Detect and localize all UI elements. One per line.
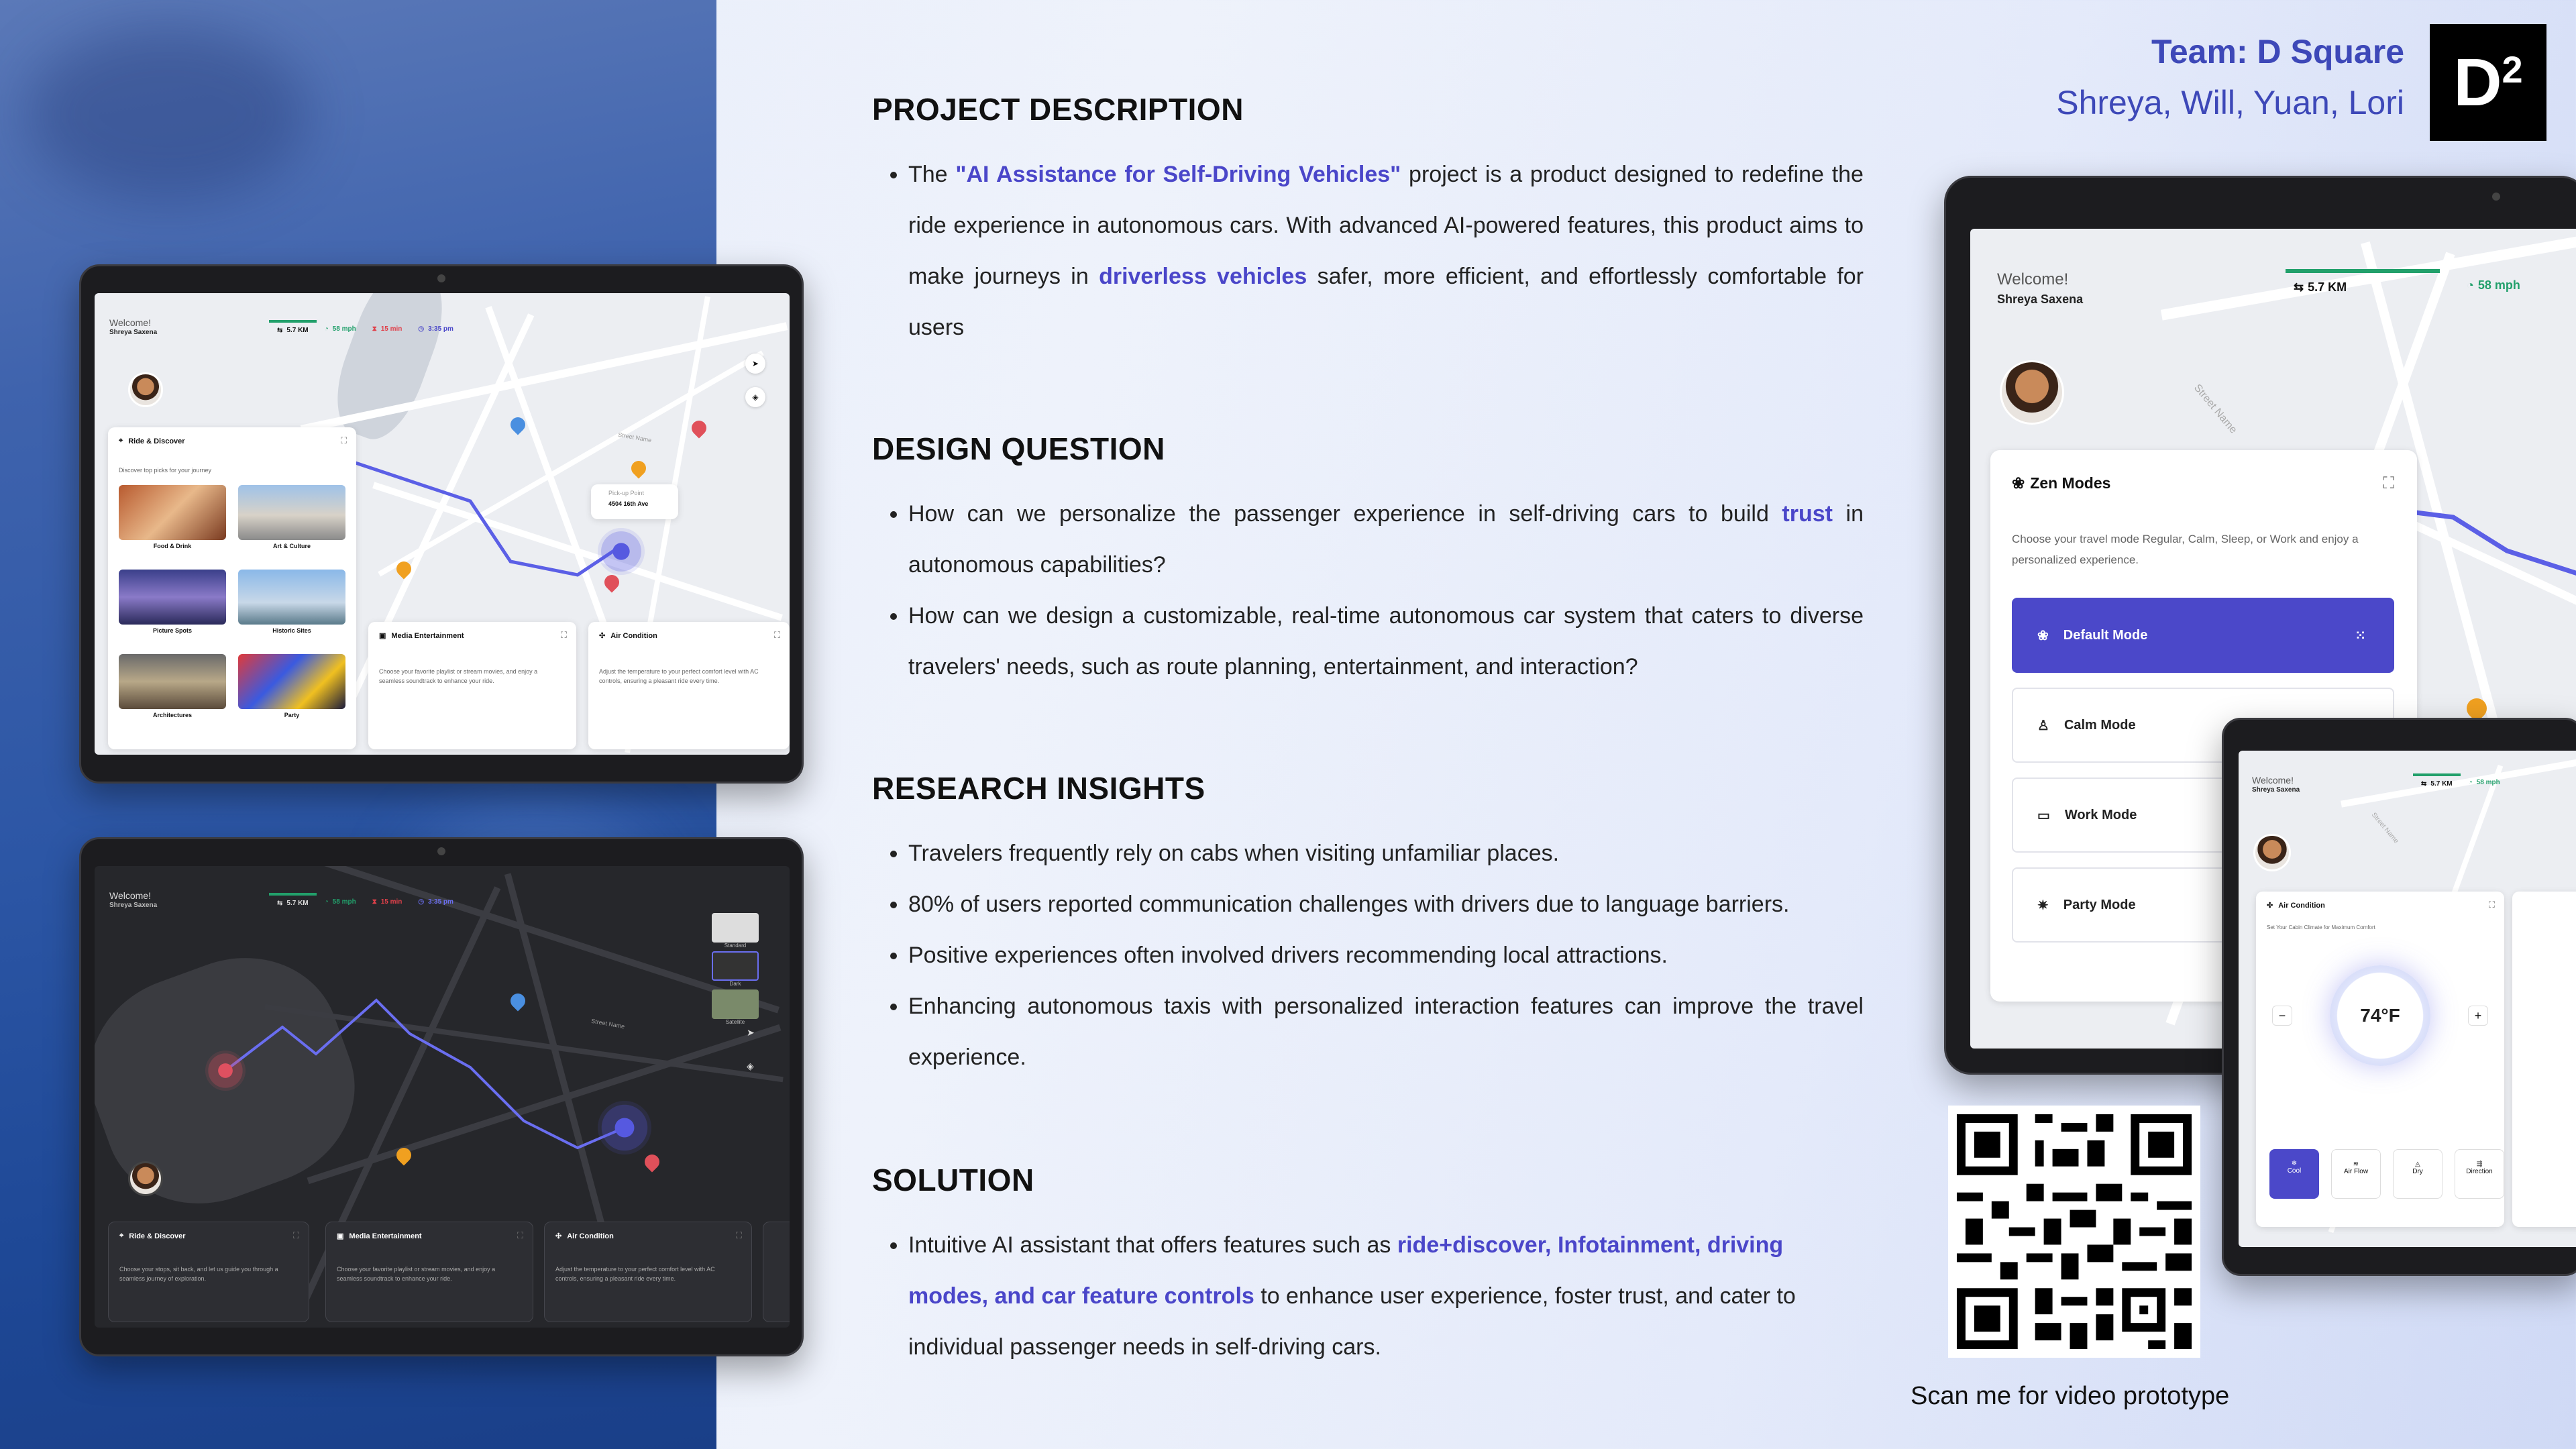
distance-chip: [269, 320, 317, 337]
map-type-selector: [712, 913, 759, 1025]
section-title-research: RESEARCH INSIGHTS: [872, 771, 1205, 806]
ac-desc: Adjust the temperature to your perfect comfort level with AC controls, ensuring a pleasant ride every time.: [555, 1266, 715, 1282]
solution-list: [884, 1220, 1864, 1373]
welcome-block: [1997, 270, 2083, 307]
pickup-label: Pick-up Point: [608, 490, 645, 496]
ac-title: [599, 631, 657, 640]
map-type-dark[interactable]: [712, 951, 759, 981]
project-description-text: [908, 149, 1864, 353]
distance-chip: [2286, 269, 2440, 301]
trip-stats-bar: [2286, 269, 2528, 301]
tile-image: [119, 485, 226, 540]
tile-label: Historic Sites: [272, 627, 311, 634]
direction-icon: ⇶: [2476, 1161, 2483, 1168]
ac-title: [2267, 901, 2325, 910]
origin-marker: [205, 1051, 246, 1091]
meditation-icon: ♙: [2037, 718, 2049, 733]
ac-dry-button[interactable]: [2393, 1149, 2443, 1199]
ac-controls: [2269, 1149, 2504, 1199]
design-question-item: [908, 488, 1864, 590]
team-members: Shreya, Will, Yuan, Lori: [2056, 84, 2404, 121]
research-item: • Enhancing autonomous taxis with personalized interaction features can improve the travel experience.: [908, 981, 1864, 1083]
map-type-label: Satellite: [725, 1019, 745, 1025]
street-name-label: Street Name: [2191, 382, 2239, 436]
camera: [2492, 193, 2500, 201]
air-condition-card[interactable]: [544, 1222, 752, 1322]
logo-letter: D: [2453, 44, 2502, 120]
tile-art-culture[interactable]: [238, 485, 345, 549]
zen-modes-title: [2012, 474, 2110, 492]
media-icon: ▣: [337, 1232, 344, 1240]
expand-icon[interactable]: ⛶: [560, 630, 567, 640]
ac-label: Air Condition: [567, 1232, 614, 1240]
distance-value: 5.7 KM: [2308, 280, 2347, 294]
text-run: safer, more efficient, and effortlessly comfortable for users: [908, 264, 1864, 340]
welcome-block: [2252, 775, 2300, 794]
grid-icon: ⁙: [2355, 628, 2366, 643]
eta-value: 15 min: [380, 898, 402, 906]
map-type-label: Standard: [724, 943, 747, 949]
user-name: Shreya Saxena: [109, 328, 158, 336]
mode-label: Default Mode: [2063, 627, 2148, 643]
tile-label: Food & Drink: [153, 543, 192, 549]
camera: [437, 274, 445, 282]
zen-modes-desc: Choose your travel mode Regular, Calm, Sleep, or Work and enjoy a personalized experience.: [2012, 533, 2359, 566]
fan-icon: ✣: [555, 1232, 562, 1240]
speed-value: 58 mph: [332, 898, 356, 906]
avatar[interactable]: [2000, 360, 2064, 425]
section-title-solution: SOLUTION: [872, 1163, 1034, 1197]
route-icon: ⇆: [277, 899, 283, 907]
current-location-marker: [598, 528, 645, 575]
droplet-icon: ◬: [2415, 1161, 2420, 1168]
map-screen-dark[interactable]: [95, 866, 790, 1328]
route-icon: ⇆: [2294, 280, 2304, 294]
speedometer-icon: ◔: [324, 898, 329, 906]
avatar[interactable]: [128, 1161, 163, 1196]
hourglass-icon: ⧗: [372, 325, 377, 333]
ride-discover-label: Ride & Discover: [129, 1232, 186, 1240]
pickup-tooltip: [591, 484, 678, 519]
tile-historic-sites[interactable]: [238, 570, 345, 634]
speed-value: 58 mph: [2476, 778, 2500, 786]
media-entertainment-card[interactable]: [325, 1222, 533, 1322]
fan-icon: ✣: [599, 632, 606, 640]
trip-stats-bar: [269, 893, 462, 910]
compass-icon: ⌖: [119, 1232, 124, 1240]
laptop-icon: ▭: [2037, 808, 2050, 823]
lotus-icon: ❀: [2012, 474, 2025, 492]
map-type-standard[interactable]: [712, 913, 759, 943]
layers-icon[interactable]: ◈: [747, 1061, 754, 1071]
eta-chip: [364, 320, 411, 337]
speed-chip: [2440, 269, 2528, 301]
tablet-dark-map: [79, 837, 804, 1356]
navigate-icon[interactable]: ➤: [747, 1027, 755, 1038]
ac-label: Air Condition: [2278, 901, 2325, 910]
route-icon: ⇆: [277, 326, 283, 334]
hourglass-icon: ⧗: [372, 898, 377, 906]
project-description-list: [884, 149, 1864, 353]
media-icon: ▣: [379, 632, 386, 640]
speed-chip: [317, 320, 364, 337]
distance-value: 5.7 KM: [286, 326, 309, 334]
ride-discover-label: Ride & Discover: [128, 437, 185, 445]
tile-image: [119, 654, 226, 709]
ride-discover-subtitle: Discover top picks for your journey: [119, 467, 212, 474]
logo-superscript: 2: [2502, 48, 2523, 91]
speed-chip: [317, 893, 364, 910]
ac-control-label: Dry: [2412, 1168, 2423, 1175]
trip-stats-bar: [269, 320, 462, 337]
expand-icon[interactable]: ⛶: [773, 630, 780, 640]
clock-chip: [410, 320, 462, 337]
media-entertainment-card[interactable]: [368, 622, 576, 749]
ac-control-label: Cool: [2287, 1167, 2302, 1175]
route-icon: ⇆: [2421, 780, 2427, 788]
expand-icon[interactable]: ⛶: [340, 435, 347, 445]
party-icon: ✷: [2037, 898, 2049, 913]
distance-chip: [2413, 773, 2461, 791]
tile-label: Art & Culture: [273, 543, 311, 549]
map-type-satellite[interactable]: [712, 989, 759, 1019]
zen-modes-label: Zen Modes: [2030, 474, 2111, 492]
map-type-label: Dark: [729, 981, 741, 987]
design-question-item: • How can we design a customizable, real-time autonomous car system that caters to diverse travelers' needs, such as route planning, entertainment, and interaction?: [908, 590, 1864, 692]
temperature-dial[interactable]: 74°F: [2330, 965, 2430, 1066]
team-name: Team: D Square: [2151, 33, 2404, 70]
ac-control-label: Direction: [2466, 1168, 2493, 1175]
highlight-project-name: "AI Assistance for Self-Driving Vehicles": [955, 162, 1401, 187]
mode-label: Work Mode: [2064, 807, 2137, 822]
team-logo: [2430, 24, 2546, 141]
media-label: Media Entertainment: [391, 631, 464, 640]
speed-chip: [2461, 773, 2508, 791]
qr-code-image: [1948, 1106, 2200, 1358]
welcome-text: Welcome!: [2252, 775, 2294, 786]
pickup-address: 4504 16th Ave: [608, 500, 649, 507]
tile-label: Party: [284, 712, 300, 718]
text-run: project is a product designed to redefine the ride experience in autonomous cars. With advanced AI-powered features, this product aims to make journeys in: [908, 162, 1864, 289]
expand-icon[interactable]: ⛶: [517, 1230, 523, 1240]
expand-icon[interactable]: ⛶: [292, 1230, 299, 1240]
trip-stats-bar: [2413, 773, 2508, 791]
media-desc: Choose your favorite playlist or stream movies, and enjoy a seamless soundtrack to enhance your ride.: [379, 668, 538, 684]
media-title: [337, 1232, 422, 1240]
media-desc: Choose your favorite playlist or stream movies, and enjoy a seamless soundtrack to enhance your ride.: [337, 1266, 496, 1282]
tablet-light-ride-discover: [79, 264, 804, 784]
design-question-list: [884, 488, 1864, 692]
clock-value: 3:35 pm: [428, 898, 453, 906]
clock-value: 3:35 pm: [428, 325, 453, 333]
research-insights-list: [884, 828, 1864, 1083]
ac-title: [555, 1232, 614, 1240]
map-screen-light[interactable]: [2239, 751, 2576, 1247]
street-name-label: Street Name: [590, 1017, 626, 1030]
tile-party[interactable]: [238, 654, 345, 718]
clock-chip: [410, 893, 462, 910]
research-item: • 80% of users reported communication challenges with drivers due to language barriers.: [908, 879, 1864, 930]
clock-icon: ◷: [418, 325, 425, 333]
highlight-features: ride+discover, Infotainment, driving modes, and car feature controls: [908, 1232, 1784, 1309]
text-run: The: [908, 162, 956, 187]
speed-value: 58 mph: [2477, 278, 2520, 292]
research-item: • Positive experiences often involved drivers recommending local attractions.: [908, 930, 1864, 981]
navigate-icon[interactable]: ➤: [745, 354, 765, 374]
ride-discover-title: [119, 437, 185, 445]
tile-picture-spots[interactable]: [119, 570, 226, 634]
clock-icon: ◷: [418, 898, 425, 906]
lotus-icon: ❀: [2037, 628, 2049, 643]
text-run: to enhance user experience, foster trust, and cater to individual passenger needs in self-driving cars.: [908, 1283, 1796, 1360]
user-name: Shreya Saxena: [109, 901, 158, 909]
welcome-text: Welcome!: [1997, 270, 2069, 288]
speed-value: 58 mph: [332, 325, 356, 333]
ac-airflow-button[interactable]: [2331, 1149, 2381, 1199]
fan-icon: ✣: [2267, 902, 2273, 910]
increase-temp-button[interactable]: +: [2468, 1006, 2488, 1026]
team-header: [2056, 32, 2404, 122]
text-run: How can we personalize the passenger experience in self-driving cars to build: [908, 501, 1782, 527]
current-location-marker: [598, 1101, 651, 1155]
tile-label: Architectures: [152, 712, 193, 718]
mode-label: Party Mode: [2063, 897, 2136, 912]
tile-image: [238, 485, 345, 540]
expand-icon[interactable]: ⛶: [735, 1230, 742, 1240]
avatar[interactable]: [128, 372, 163, 407]
research-item: • Travelers frequently rely on cabs when visiting unfamiliar places.: [908, 828, 1864, 879]
solution-item: [908, 1220, 1864, 1373]
extra-card-partial[interactable]: [763, 1222, 790, 1322]
highlight-driverless: driverless vehicles: [1099, 264, 1307, 289]
tile-food-drink[interactable]: [119, 485, 226, 549]
ac-desc: Adjust the temperature to your perfect comfort level with AC controls, ensuring a pleasant ride every time.: [599, 668, 759, 684]
camera: [437, 847, 445, 855]
layers-icon[interactable]: ◈: [745, 387, 765, 407]
section-title-design: DESIGN QUESTION: [872, 431, 1165, 466]
compass-icon: ⌖: [119, 437, 123, 445]
street-name-label: Street Name: [617, 431, 653, 444]
air-condition-card[interactable]: [2256, 892, 2504, 1227]
collapse-icon[interactable]: ⛶: [2383, 474, 2394, 492]
extra-card-partial[interactable]: [2512, 892, 2576, 1227]
airflow-icon: ≋: [2353, 1161, 2359, 1168]
decrease-temp-button[interactable]: −: [2272, 1006, 2292, 1026]
ac-cool-button[interactable]: [2269, 1149, 2319, 1199]
ride-discover-title: [119, 1232, 186, 1240]
ac-direction-button[interactable]: [2455, 1149, 2504, 1199]
expand-icon[interactable]: ⛶: [2488, 900, 2495, 910]
text-run: Intuitive AI assistant that offers features such as: [908, 1232, 1397, 1258]
tile-architectures[interactable]: [119, 654, 226, 718]
ac-control-label: Air Flow: [2343, 1168, 2369, 1175]
ride-discover-desc: Choose your stops, sit back, and let us guide you through a seamless journey of exploration.: [119, 1266, 278, 1282]
distance-value: 5.7 KM: [2430, 780, 2453, 788]
ride-discover-card[interactable]: [108, 427, 356, 749]
tile-image: [119, 570, 226, 625]
section-title-project: PROJECT DESCRIPTION: [872, 92, 1244, 127]
ride-discover-card[interactable]: [108, 1222, 309, 1322]
background-blur: [27, 27, 309, 201]
distance-chip: [269, 893, 317, 910]
ac-subtitle: Set Your Cabin Climate for Maximum Comfort: [2267, 924, 2375, 930]
speedometer-icon: ◔: [2468, 778, 2473, 786]
welcome-text: Welcome!: [109, 317, 151, 328]
welcome-text: Welcome!: [109, 890, 151, 901]
tile-label: Picture Spots: [152, 627, 192, 634]
tile-image: [238, 570, 345, 625]
map-screen-light[interactable]: [95, 293, 790, 755]
mode-default-button[interactable]: [2012, 598, 2394, 673]
qr-code[interactable]: [1948, 1106, 2200, 1358]
speedometer-icon: ◔: [324, 325, 329, 333]
ac-label: Air Condition: [610, 631, 657, 640]
eta-chip: [364, 893, 411, 910]
avatar[interactable]: [2253, 834, 2291, 871]
text-run: in autonomous capabilities?: [908, 501, 1864, 578]
welcome-block: [109, 890, 157, 910]
tile-image: [238, 654, 345, 709]
media-title: [379, 631, 464, 640]
user-name: Shreya Saxena: [1997, 292, 2084, 306]
welcome-block: [109, 317, 157, 337]
tablet-air-condition: [2222, 718, 2576, 1276]
media-label: Media Entertainment: [349, 1232, 422, 1240]
user-name: Shreya Saxena: [2252, 786, 2300, 794]
distance-value: 5.7 KM: [286, 899, 309, 907]
mode-label: Calm Mode: [2063, 717, 2136, 733]
street-name-label: Street Name: [2369, 811, 2400, 845]
highlight-trust: trust: [1782, 501, 1833, 527]
eta-value: 15 min: [380, 325, 402, 333]
snowflake-icon: ❄: [2291, 1160, 2298, 1167]
air-condition-card[interactable]: [588, 622, 790, 749]
qr-caption: Scan me for video prototype: [1911, 1382, 2230, 1410]
speedometer-icon: ◔: [2467, 278, 2474, 292]
